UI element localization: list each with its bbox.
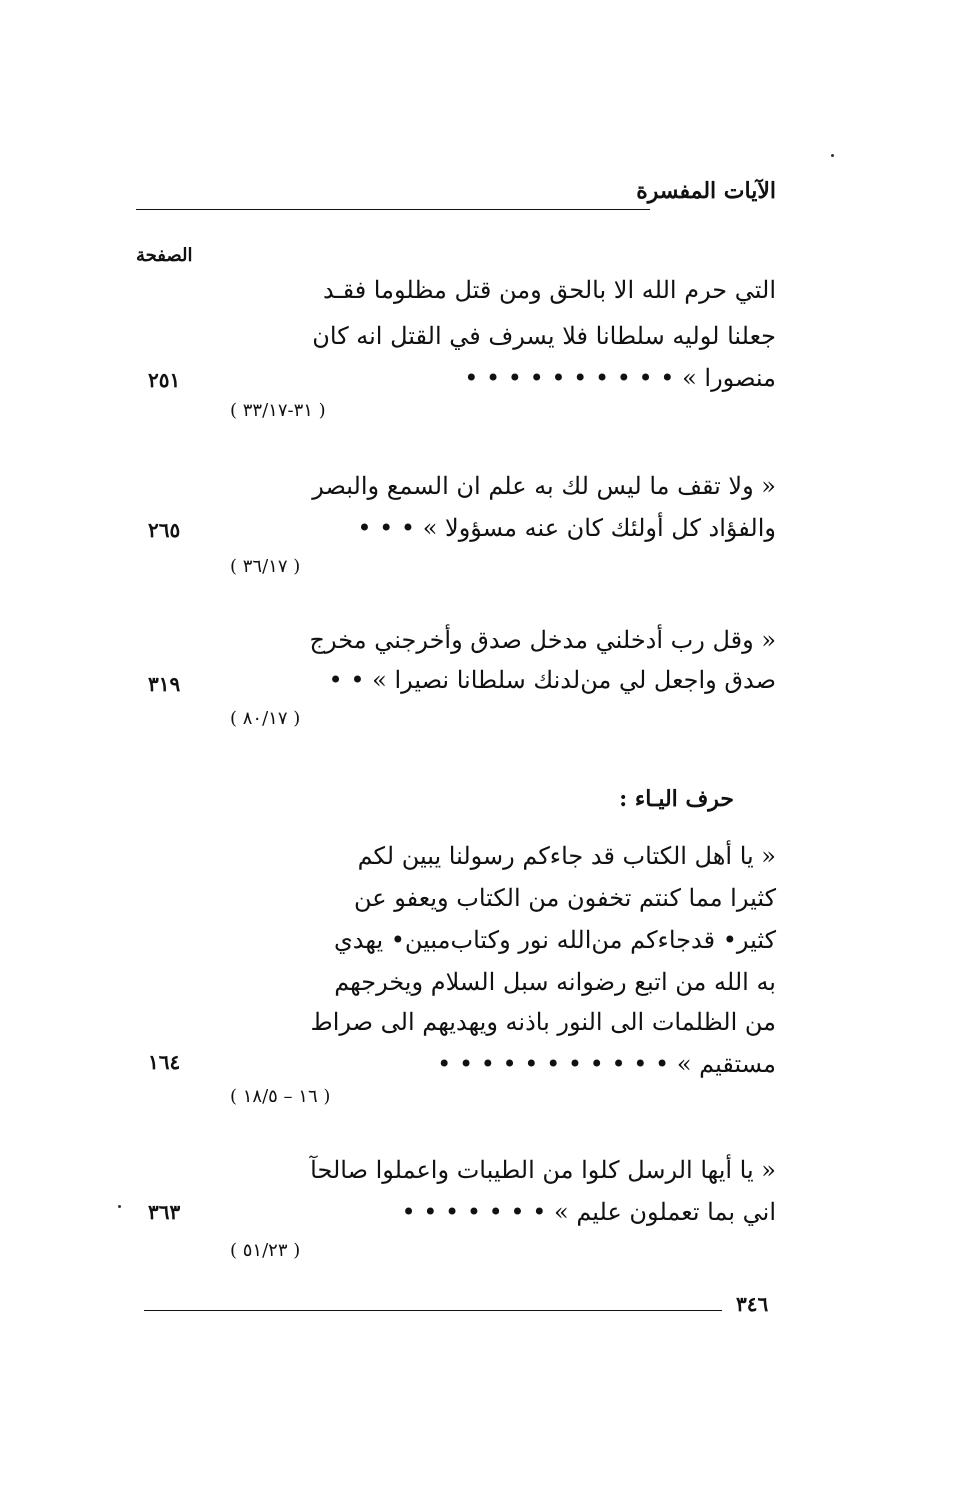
paper-speck [118,1205,121,1208]
leader-dots: • • • [357,514,416,542]
verse-citation: ( ١٦ – ١٨/٥ ) [230,1086,331,1107]
page-reference: ٢٦٥ [148,518,181,542]
running-header-title: الآيات المفسرة [636,178,776,204]
verse-citation: ( ٥١/٢٣ ) [230,1240,301,1261]
page-reference: ٢٥١ [148,368,181,392]
verse-line-dotted [328,660,776,700]
verse-line-dotted [346,1044,776,1084]
verse-citation: ( ٣١-٣٣/١٧ ) [230,400,326,421]
verse-line: من الظلمات الى النور باذنه ويهديهم الى صراط [310,1008,776,1036]
verse-line-dotted [346,358,776,398]
verse-line: منصورا » [682,364,776,392]
leader-dots: • • • • • • • • • • • [437,1050,670,1078]
footer-page-number: ٣٤٦ [736,1292,769,1316]
page-reference: ٣٦٣ [148,1200,181,1224]
leader-dots: • • • • • • • [401,1198,547,1226]
paper-speck [831,154,834,157]
verse-line: مستقيم » [676,1050,776,1078]
verse-citation: ( ٨٠/١٧ ) [230,708,301,729]
verse-line: اني بما تعملون عليم » [554,1198,776,1226]
verse-line: « يا أهل الكتاب قد جاءكم رسولنا يبين لكم [357,842,776,870]
verse-line: والفؤاد كل أولئك كان عنه مسؤولا » [422,514,776,542]
section-heading: حرف اليـاء : [619,786,734,812]
verse-line-dotted [346,508,776,548]
footer-rule [144,1310,722,1311]
verse-citation: ( ٣٦/١٧ ) [230,556,301,577]
verse-line: « ولا تقف ما ليس لك به علم ان السمع والبصر [312,472,776,500]
page-reference: ٣١٩ [148,672,181,696]
verse-line: « وقل رب أدخلني مدخل صدق وأخرجني مخرج [309,626,776,654]
verse-line-dotted [346,1192,776,1232]
verse-line: به الله من اتبع رضوانه سبل السلام ويخرجهم [334,968,776,996]
verse-line: التي حرم الله الا بالحق ومن قتل مظلوما فقـد [322,276,776,304]
verse-line: كثير• قدجاءكم من‌الله نور وكتاب‌مبين• يهدي [334,926,776,954]
page-column-label: الصفحة [136,245,193,266]
verse-line: « يا أيها الرسل كلوا من الطيبات واعملوا صالحآ [310,1156,776,1184]
verse-line: كثيرا مما كنتم تخفون من الكتاب ويعفو عن [354,884,776,912]
verse-line: صدق واجعل لي من‌لدنك سلطانا نصيرا » [372,666,776,694]
leader-dots: • • [328,666,365,694]
header-rule [136,209,650,210]
leader-dots: • • • • • • • • • • [464,364,675,392]
page-reference: ١٦٤ [148,1050,181,1074]
verse-line: جعلنا لوليه سلطانا فلا يسرف في القتل انه كان [312,322,776,350]
